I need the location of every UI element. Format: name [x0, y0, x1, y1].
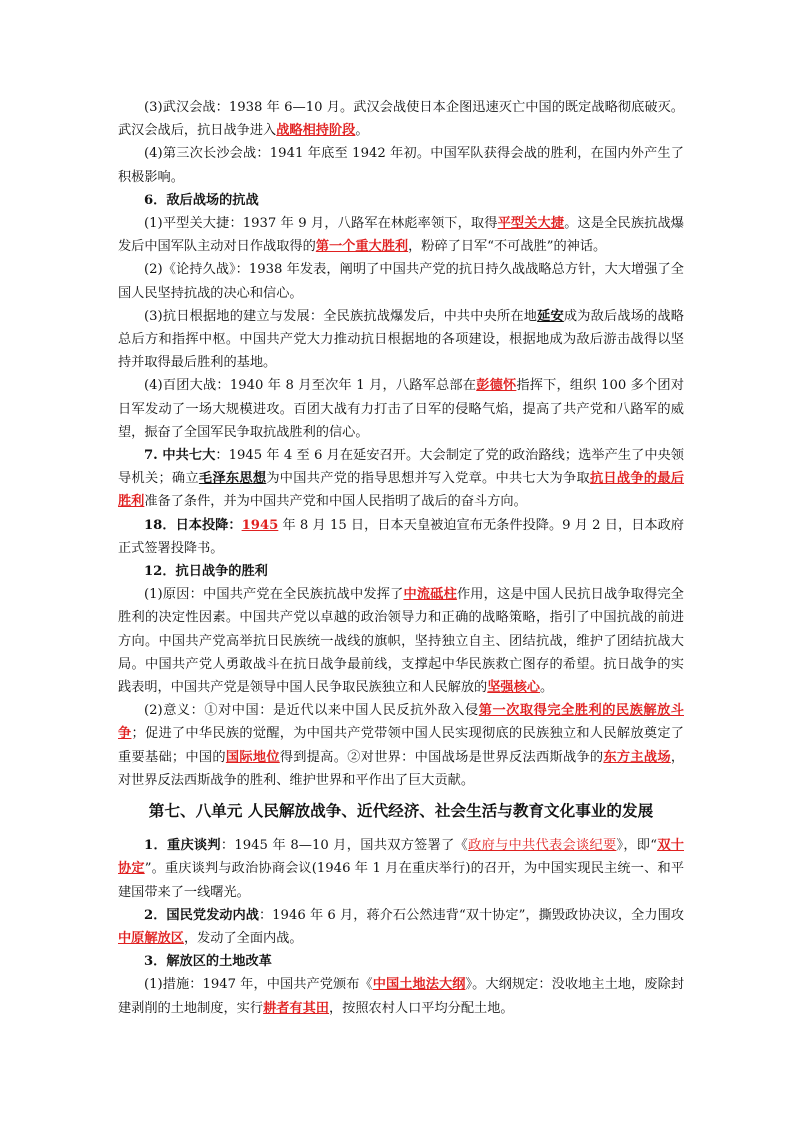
japan-surrender-paragraph: 18．日本投降：1945 年 8 月 15 日，日本天皇被迫宣布无条件投降。9 月 2 日，日本政府正式签署投降书。	[118, 517, 684, 556]
section-heading: 12．抗日战争的胜利	[144, 564, 268, 580]
section-heading: 6．敌后战场的抗战	[144, 192, 259, 208]
base-areas-paragraph: (3)抗日根据地的建立与发展：全民族抗战爆发后，中共中央所在地延安成为敌后战场的战略总后方和指挥中枢。中国共产党大力推动抗日根据地的各项建设，根据地成为敌后游击战得以坚持并取得最后胜利的基地。	[118, 308, 684, 371]
hundred-regiments-paragraph: (4)百团大战：1940 年 8 月至次年 1 月，八路军总部在彭德怀指挥下，组织 100 多个团对日军发动了一场大规模进攻。百团大战有力打击了日军的侵略气焰，提高了共产党和八路军的威望，振奋了全国军民争取抗战胜利的信心。	[118, 378, 685, 440]
key-term: 坚强核心	[487, 680, 540, 696]
key-term: 战略相持阶段	[276, 123, 356, 139]
item-label: 2．国民党发动内战	[144, 907, 259, 923]
key-term: 双十协定	[118, 838, 684, 877]
changsha-battle-paragraph: (4)第三次长沙会战：1941 年底至 1942 年初。中国军队获得会战的胜利，在国内外产生了积极影响。	[118, 146, 684, 185]
key-term: 耕者有其田	[263, 1000, 329, 1016]
civil-war-paragraph: 2．国民党发动内战：1946 年 6 月，蒋介石公然违背“双十协定”，撕毁政协决议，全力围攻中原解放区，发动了全面内战。	[118, 907, 684, 946]
key-term: 平型关大捷	[497, 216, 565, 232]
document-body	[118, 96, 684, 1020]
key-term: 中原解放区	[118, 930, 184, 946]
key-term: 第一个重大胜利	[315, 239, 409, 255]
wuhan-battle-paragraph: (3)武汉会战：1938 年 6—10 月。武汉会战使日本企图迅速灭亡中国的既定战略彻底破灭。武汉会战后，抗日战争进入战略相持阶段。	[118, 100, 684, 139]
section-heading: 3．解放区的土地改革	[144, 954, 272, 970]
victory-significance-paragraph: (2)意义：①对中国：是近代以来中国人民反抗外敌入侵第一次取得完全胜利的民族解放斗争；促进了中华民族的觉醒，为中国共产党带领中国人民实现彻底的民族独立和人民解放奠定了重要基础；中国的国际地位得到提高。②对世界：中国战场是世界反法西斯战争的东方主战场，对世界反法西斯战争的胜利、维护世界和平作出了巨大贡献。	[118, 703, 685, 788]
key-term: 中流砥柱	[403, 587, 457, 603]
key-term: 中国土地法大纲	[372, 977, 466, 993]
item-label: 1．重庆谈判	[144, 838, 221, 854]
key-term: 彭德怀	[476, 378, 517, 394]
key-term: 国际地位	[225, 749, 280, 765]
key-term: 东方主战场	[603, 749, 671, 765]
chongqing-talks-paragraph: 1．重庆谈判：1945 年 8—10 月，国共双方签署了《政府与中共代表会谈纪要》，即“双十协定”。重庆谈判与政治协商会议(1946 年 1 月在重庆举行)的召开，为中国实现民主统一、和平建国带来了一线曙光。	[118, 838, 685, 900]
item-label: 7. 中共七大	[144, 448, 216, 464]
key-term: 毛泽东思想	[198, 471, 267, 487]
land-reform-paragraph: (1)措施：1947 年，中国共产党颁布《中国土地法大纲》。大纲规定：没收地主土地，废除封建剥削的土地制度，实行耕者有其田，按照农村人口平均分配土地。	[118, 977, 685, 1016]
protracted-war-paragraph: (2)《论持久战》：1938 年发表，阐明了中国共产党的抗日持久战战略总方针，大大增强了全国人民坚持抗战的决心和信心。	[118, 262, 684, 301]
item-label: 18．日本投降：	[144, 517, 242, 533]
key-term: 1945	[241, 517, 279, 533]
seventh-congress-paragraph: 7. 中共七大：1945 年 4 至 6 月在延安召开。大会制定了党的政治路线；选举产生了中央领导机关；确立毛泽东思想为中国共产党的指导思想并写入党章。中共七大为争取抗日战争的最后胜利准备了条件，并为中国共产党和中国人民指明了战后的奋斗方向。	[118, 448, 685, 510]
pingxingguan-paragraph: (1)平型关大捷：1937 年 9 月，八路军在林彪率领下，取得平型关大捷。这是全民族抗战爆发后中国军队主动对日作战取得的第一个重大胜利，粉碎了日军“不可战胜”的神话。	[118, 216, 684, 255]
key-term: 第一次取得完全胜利的民族解放斗争	[118, 703, 684, 742]
unit-title: 第七、八单元 人民解放战争、近代经济、社会生活与教育文化事业的发展	[148, 802, 654, 821]
victory-reason-paragraph: (1)原因：中国共产党在全民族抗战中发挥了中流砥柱作用，这是中国人民抗日战争取得完全胜利的决定性因素。中国共产党以卓越的政治领导力和正确的战略策略，指引了中国抗战的前进方向。中国共产党高举抗日民族统一战线的旗帜，坚持独立自主、团结抗战，维护了团结抗战大局。中国共产党人勇敢战斗在抗日战争最前线，支撑起中华民族救亡图存的希望。抗日战争的实践表明，中国共产党是领导中国人民争取民族独立和人民解放的坚强核心。	[118, 587, 684, 696]
key-term: 政府与中共代表会谈纪要	[468, 838, 617, 854]
key-term: 抗日战争的最后胜利	[118, 471, 685, 510]
key-term: 延安	[537, 308, 564, 324]
